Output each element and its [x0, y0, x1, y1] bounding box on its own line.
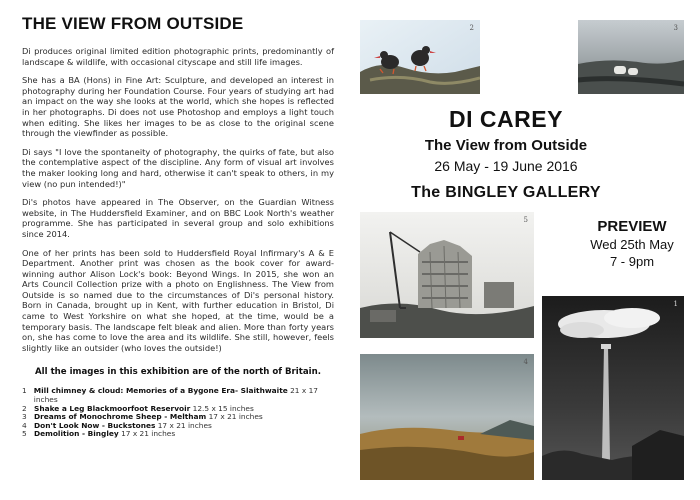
artist-name: DI CAREY	[449, 106, 563, 132]
work-number: 5	[22, 429, 27, 439]
left-column	[22, 14, 334, 439]
work-title: Don't Look Now - Buckstones	[34, 420, 156, 430]
photo-birds-image	[360, 20, 480, 94]
preview-time: 7 - 9pm	[609, 254, 655, 269]
preview-label: PREVIEW	[597, 218, 667, 235]
exhibition-title: The View from Outside	[424, 137, 588, 154]
photo-number: 1	[673, 300, 678, 308]
preview-date: Wed 25th May	[590, 237, 674, 252]
page-heading: THE VIEW FROM OUTSIDE	[22, 14, 244, 33]
photo-mill-chimney	[542, 296, 684, 480]
work-title: Dreams of Monochrome Sheep - Meltham	[34, 412, 207, 422]
work-size: 17 x 21 inches	[157, 420, 212, 430]
work-item	[22, 430, 334, 439]
photo-moorland-fog	[360, 354, 534, 480]
work-number: 2	[22, 403, 27, 413]
work-size: 21 x 17 inches	[33, 386, 318, 405]
photo-sheep-moor	[578, 20, 684, 94]
exhibition-title-block	[400, 106, 612, 202]
exhibition-dates: 26 May - 19 June 2016	[434, 158, 578, 174]
preview-block	[582, 218, 682, 269]
bio-paragraph-4: Di's photos have appeared in The Observer, on the Guardian Witness website, in The Huddersfield Examiner, and on BBC Look North's weather programme. She has participated in several group and solo exhibitions since 2014.	[22, 197, 334, 239]
north-note: All the images in this exhibition are of the north of Britain.	[35, 367, 321, 378]
work-number: 4	[22, 420, 27, 430]
work-title: Mill chimney & cloud: Memories of a Bygone Era- Slaithwaite	[33, 386, 288, 396]
works-list	[22, 387, 334, 439]
photo-number: 2	[469, 24, 474, 32]
photo-number: 5	[523, 216, 528, 224]
bio-paragraph-2: She has a BA (Hons) in Fine Art: Sculpture, and developed an interest in photography during her Foundation Course. Four years of studying art had an impact on the way she looks at the world, which she hopes is reflected in her photographs. Di does not use Photoshop and employs a light touch when editing. She likes her images to be as close to the original scene through the viewfinder as possible.	[22, 75, 334, 139]
photo-birds-on-rock	[360, 20, 480, 94]
work-number: 3	[22, 412, 27, 422]
work-item	[22, 387, 334, 404]
photo-sheep-image	[578, 20, 684, 94]
work-size: 17 x 21 inches	[208, 412, 263, 422]
work-title: Demolition - Bingley	[34, 429, 119, 439]
work-size: 12.5 x 15 inches	[192, 403, 254, 413]
photo-demolition	[360, 212, 534, 338]
photo-demolition-image	[360, 212, 534, 338]
bio-paragraph-3: Di says "I love the spontaneity of photography, the quirks of fate, but also the contemplative aspect of the discipline. Any form of visual art involves the maker looking long and hard, otherwise it can't speak to others, in my view (no pun intended!)"	[22, 146, 334, 189]
photo-moorland-image	[360, 354, 534, 480]
photo-number: 3	[673, 24, 678, 32]
gallery-name: The BINGLEY GALLERY	[411, 184, 601, 201]
work-title: Shake a Leg Blackmoorfoot Reservoir	[34, 403, 191, 413]
photo-chimney-image	[542, 296, 684, 480]
bio-paragraph-5: One of her prints has been sold to Huddersfield Royal Infirmary's A & E Department. Another print was chosen as the book cover for award-winning author Alison Lock's book: Beyond Wings. In 2015, she won an Arts Council Collection prize with a photo on Englishness. The View from Outside is so named due to the circumstances of Di's personal history. Born in Canada, brought up in Kent, with further education in Bristol, Di came to West Yorkshire on what she hoped, at the time, would be a temporary basis. The landscape felt bleak and alien. More than forty years on, she has come to love the area and its wildlife. She still, however, feels slightly like an outsider (who loves the outside!)	[22, 247, 334, 353]
work-number: 1	[22, 386, 27, 396]
work-size: 17 x 21 inches	[121, 429, 176, 439]
bio-paragraph-1: Di produces original limited edition photographic prints, predominantly of landscape & wildlife, with occasional cityscape and still life images.	[22, 46, 334, 67]
photo-number: 4	[523, 358, 528, 366]
